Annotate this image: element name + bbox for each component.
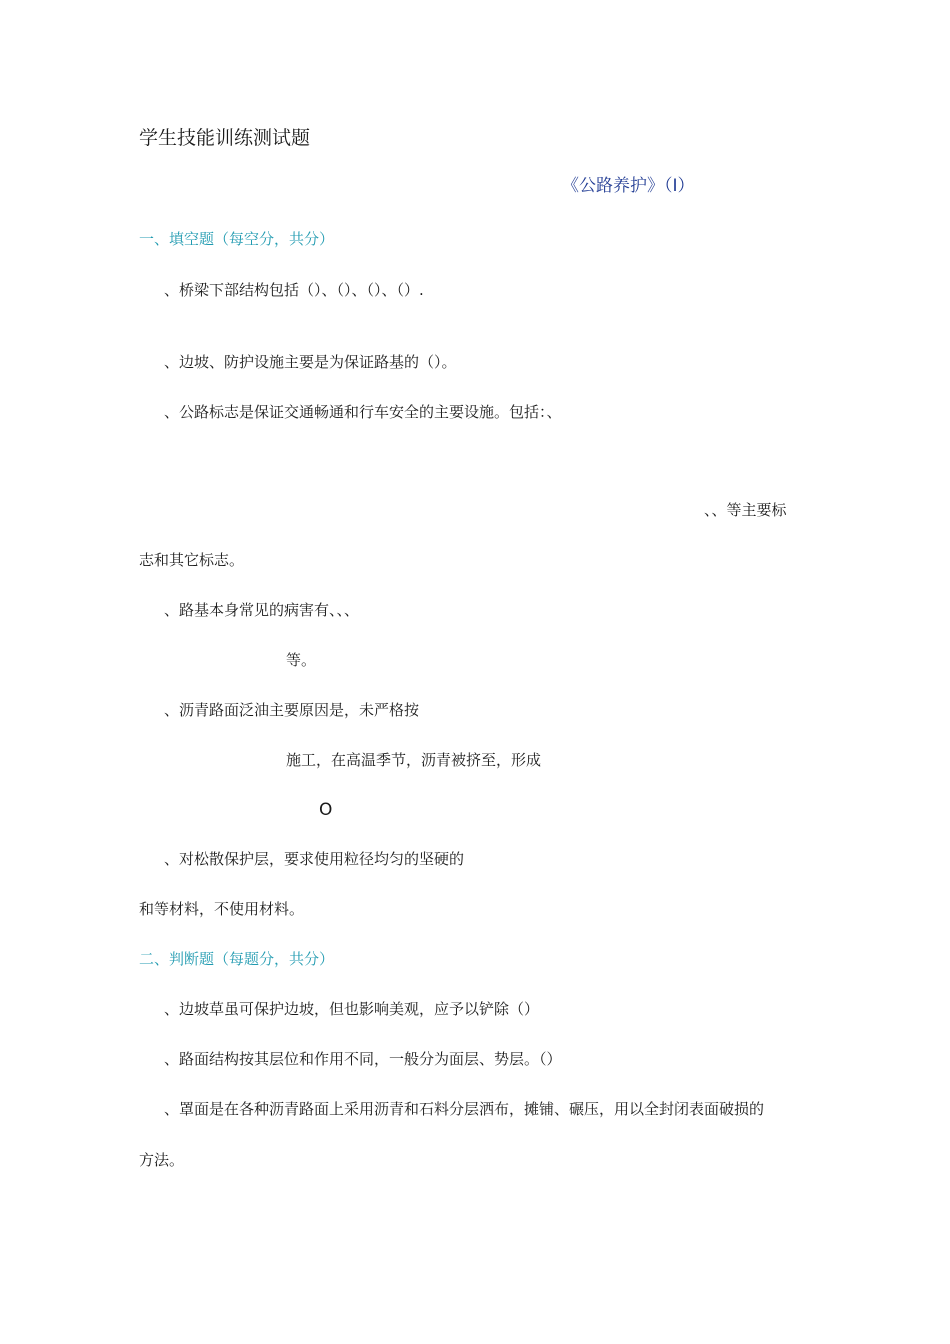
question-text: 、边坡、防护设施主要是为保证路基的（）。 <box>164 353 457 371</box>
section-heading-fill-in-blank: 一、填空题（每空分，共分） <box>139 230 335 248</box>
document-title: 学生技能训练测试题 <box>139 127 311 149</box>
question-continuation: 等。 <box>286 651 317 669</box>
question-text: 、路面结构按其层位和作用不同，一般分为面层、势层。（） <box>164 1050 562 1068</box>
document-subtitle: 《公路养护》（I） <box>562 176 695 196</box>
question-continuation: 施工，在高温季节，沥青被挤至，形成 <box>286 751 542 769</box>
question-text: 、对松散保护层，要求使用粒径均匀的坚硬的 <box>164 850 465 868</box>
question-text: 、沥青路面泛油主要原因是，未严格按 <box>164 701 420 719</box>
question-text: 、路基本身常见的病害有、、、 <box>164 601 360 619</box>
question-continuation: 方法。 <box>139 1151 185 1169</box>
question-continuation: O <box>319 800 333 820</box>
question-continuation: 志和其它标志。 <box>139 551 245 569</box>
question-text: 、罩面是在各种沥青路面上采用沥青和石料分层洒布，摊铺、碾压，用以全封闭表面破损的 <box>164 1100 765 1118</box>
question-text: 、边坡草虽可保护边坡，但也影响美观，应予以铲除（） <box>164 1000 540 1018</box>
section-heading-true-false: 二、判断题（每题分，共分） <box>139 950 335 968</box>
question-continuation: 、、等主要标 <box>704 501 787 519</box>
question-text: 、公路标志是保证交通畅通和行车安全的主要设施。包括：、 <box>164 403 562 421</box>
question-text: 、桥梁下部结构包括（）、（）、（）、（）. <box>164 281 424 299</box>
question-continuation: 和等材料，不使用材料。 <box>139 900 305 918</box>
